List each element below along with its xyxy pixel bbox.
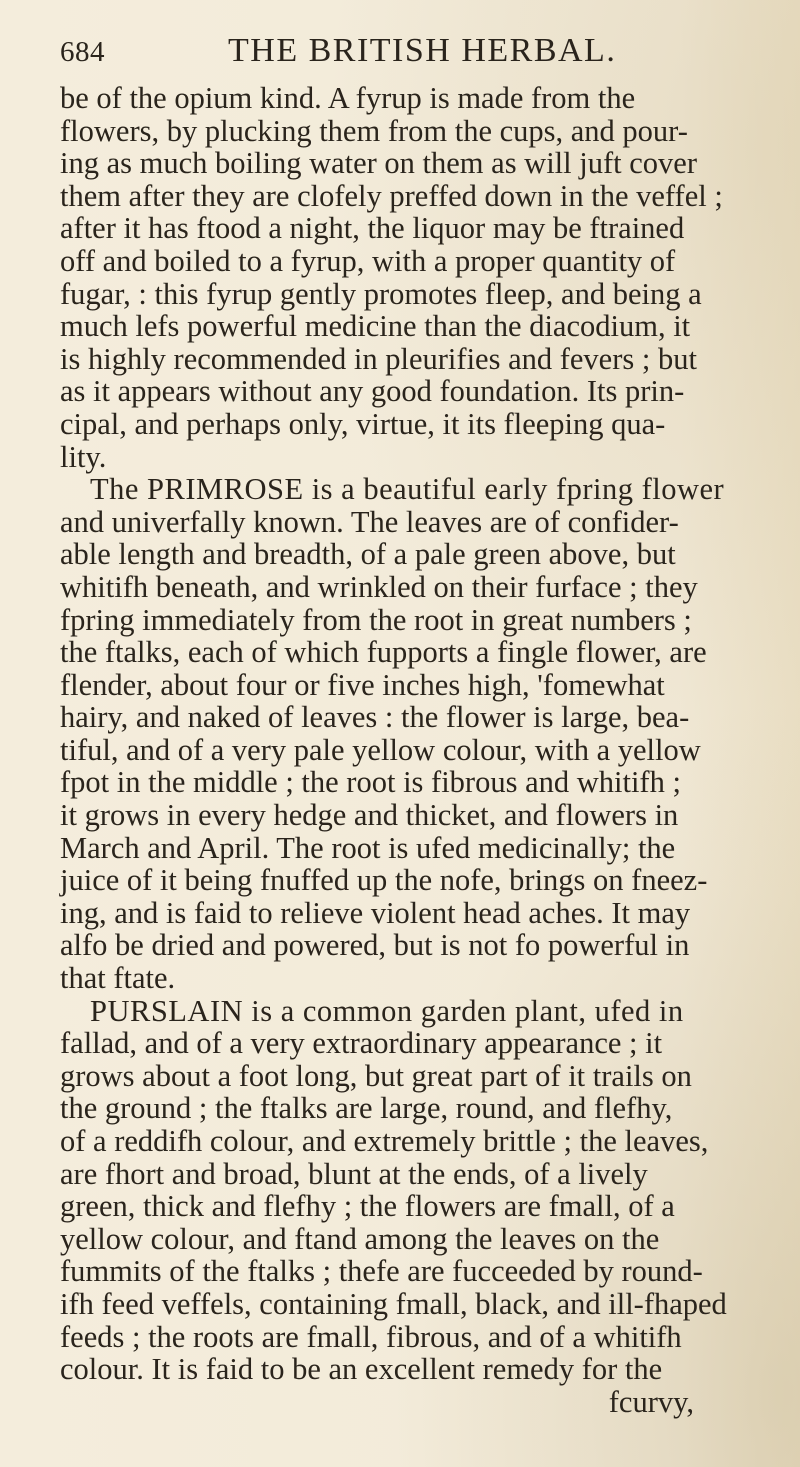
text-line: the ground ; the ftalks are large, round, and flefhy, <box>60 1091 673 1126</box>
paragraph-primrose-start: The PRIMROSE is a beautiful early fpring flower <box>90 472 725 507</box>
text-line: ing as much boiling water on them as will juft cover <box>60 146 697 181</box>
text-line: lity. <box>60 439 107 474</box>
text-line: it grows in every hedge and thicket, and flowers in <box>60 798 679 833</box>
page-number: 684 <box>60 36 105 68</box>
body-text <box>60 82 760 1418</box>
text-line: alfo be dried and powered, but is not fo powerful in <box>60 928 690 963</box>
text-line: is highly recommended in pleurifies and fevers ; but <box>60 341 697 376</box>
text-line: March and April. The root is ufed medicinally; the <box>60 830 676 865</box>
text-line: them after they are clofely preffed down in the veffel ; <box>60 178 723 213</box>
page-header <box>60 32 750 76</box>
text-line: be of the opium kind. A fyrup is made from the <box>60 81 636 115</box>
text-line: off and boiled to a fyrup, with a proper quantity of <box>60 243 676 278</box>
text-line: yellow colour, and ftand among the leaves on the <box>60 1221 660 1256</box>
text-line: feeds ; the roots are fmall, fibrous, and of a whitifh <box>60 1319 682 1354</box>
text-line: able length and breadth, of a pale green above, but <box>60 537 676 572</box>
text-line: flowers, by plucking them from the cups, and pour- <box>60 113 688 148</box>
text-line: fallad, and of a very extraordinary appearance ; it <box>60 1026 663 1061</box>
text-line: and univerfally known. The leaves are of confider- <box>60 504 679 539</box>
text-line: ifh feed veffels, containing fmall, black, and ill-fhaped <box>60 1286 727 1321</box>
text-line: tiful, and of a very pale yellow colour, with a yellow <box>60 732 701 767</box>
text-line: flender, about four or five inches high, 'fomewhat <box>60 667 665 702</box>
text-line: fpot in the middle ; the root is fibrous and whitifh ; <box>60 765 681 800</box>
text-line: that ftate. <box>60 961 176 996</box>
text-line: fummits of the ftalks ; thefe are fucceeded by round- <box>60 1254 703 1289</box>
text-line: after it has ftood a night, the liquor may be ftrained <box>60 211 685 246</box>
catchword: fcurvy, <box>608 1384 694 1419</box>
running-title: THE BRITISH HERBAL. <box>228 32 617 69</box>
text-line: as it appears without any good foundation. Its prin- <box>60 374 685 409</box>
text-line: hairy, and naked of leaves : the flower is large, bea- <box>60 700 690 735</box>
text-line: fpring immediately from the root in great numbers ; <box>60 602 692 637</box>
paragraph-purslain-start: PURSLAIN is a common garden plant, ufed in <box>90 993 684 1028</box>
text-line: the ftalks, each of which fupports a fingle flower, are <box>60 635 707 670</box>
text-line: of a reddifh colour, and extremely brittle ; the leaves, <box>60 1124 709 1158</box>
text-line: whitifh beneath, and wrinkled on their furface ; they <box>60 569 698 604</box>
text-line: juice of it being fnuffed up the nofe, brings on fneez- <box>60 863 708 898</box>
text-line: are fhort and broad, blunt at the ends, of a lively <box>60 1156 648 1191</box>
text-line: colour. It is faid to be an excellent remedy for the <box>60 1352 663 1387</box>
text-line: much lefs powerful medicine than the diacodium, it <box>60 309 691 344</box>
text-line: green, thick and flefhy ; the flowers are fmall, of a <box>60 1189 675 1224</box>
text-line: ing, and is faid to relieve violent head aches. It may <box>60 895 691 930</box>
text-line: fugar, : this fyrup gently promotes fleep, and being a <box>60 276 702 311</box>
text-line: grows about a foot long, but great part of it trails on <box>60 1058 692 1093</box>
text-line: cipal, and perhaps only, virtue, it its fleeping qua- <box>60 406 666 441</box>
